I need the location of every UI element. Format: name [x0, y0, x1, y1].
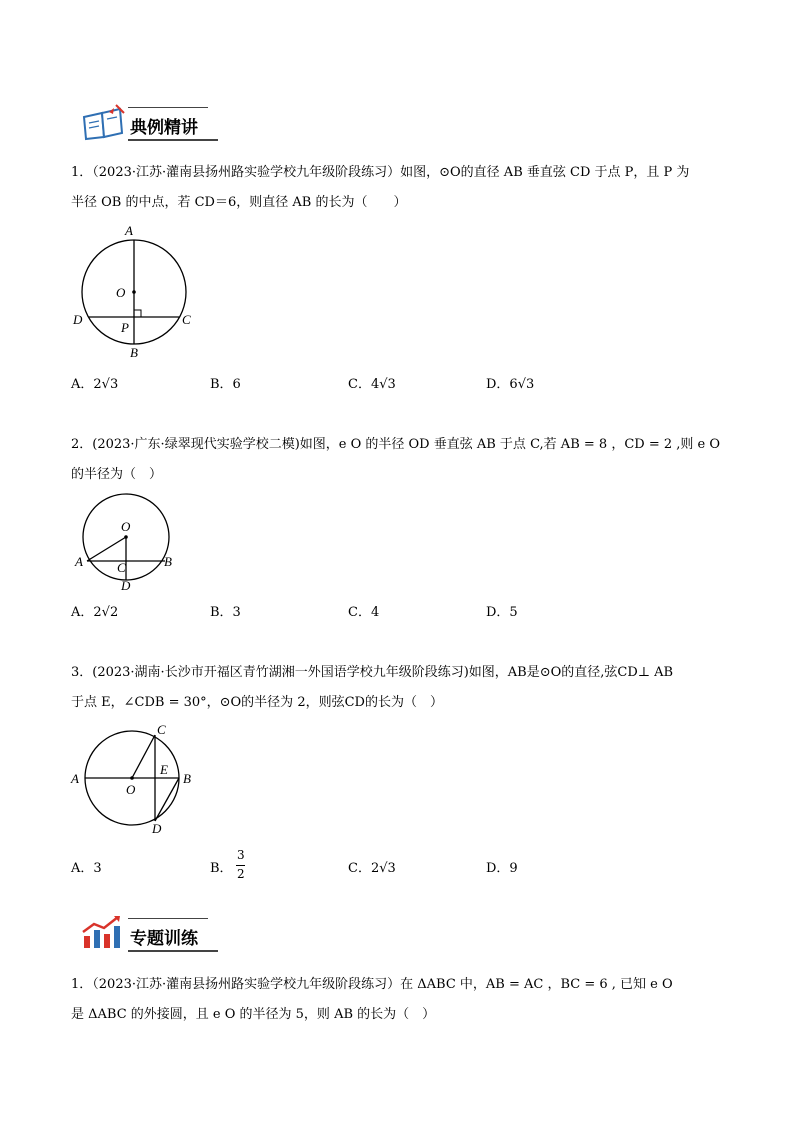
q1-option-b[interactable]: B．6 [210, 377, 241, 392]
q2-option-a[interactable]: A．2√2 [71, 605, 119, 620]
section-underline [128, 139, 218, 141]
q3-label-A: A [71, 771, 79, 786]
q1-label-A: A [125, 223, 133, 238]
q2-label-B: B [164, 554, 172, 569]
q3-fraction-den: 2 [237, 867, 245, 881]
q2-label-C: C [117, 560, 126, 575]
q3-label-C: C [157, 722, 166, 737]
q2-option-c[interactable]: C．4 [348, 605, 380, 620]
q3-label-B: B [183, 771, 191, 786]
book-icon [80, 103, 130, 141]
q2-label-O: O [121, 519, 131, 534]
q3-line1: 3．(2023·湖南·长沙市开福区青竹湖湘一外国语学校九年级阶段练习)如图，AB是⊙O的直径,弦CD⊥ AB [71, 665, 674, 680]
q3-fraction-bar [236, 865, 245, 866]
chart-icon [80, 914, 126, 950]
q1-line2: 半径 OB 的中点，若 CD＝6，则直径 AB 的长为（ ） [71, 195, 407, 210]
section-title-training: 专题训练 [130, 929, 198, 949]
section-overline [128, 107, 208, 108]
q1-label-O: O [116, 285, 126, 300]
q3-fraction-num: 3 [237, 848, 245, 862]
t1-line1: 1．（2023·江苏·灌南县扬州路实验学校九年级阶段练习）在 ΔABC 中，AB = AC ，BC = 6 , 已知 e O [71, 977, 673, 992]
q2-label-D: D [121, 578, 131, 592]
q3-option-c[interactable]: C．2√3 [348, 861, 396, 876]
section-header-examples [80, 103, 220, 143]
q2-line1: 2．(2023·广东·绿翠现代实验学校二模)如图，e O 的半径 OD 垂直弦 AB 于点 C,若 AB = 8 ，CD = 2 ,则 e O [71, 437, 720, 452]
q1-figure [68, 220, 198, 365]
q3-label-D: D [152, 821, 162, 836]
q3-label-O: O [126, 782, 136, 797]
q1-label-D: D [73, 312, 83, 327]
q2-label-A: A [75, 554, 83, 569]
q1-label-P: P [121, 320, 129, 335]
q2-option-b[interactable]: B．3 [210, 605, 241, 620]
q3-option-a[interactable]: A．3 [71, 861, 102, 876]
section-title-examples: 典例精讲 [130, 118, 198, 138]
q3-label-E: E [160, 762, 168, 777]
q3-line2: 于点 E，∠CDB = 30°，⊙O的半径为 2，则弦CD的长为（ ） [71, 695, 443, 710]
q2-line2: 的半径为（ ） [71, 467, 163, 482]
q3-option-b-wrap[interactable] [210, 848, 270, 884]
section-header-training [80, 914, 220, 954]
q1-option-d[interactable]: D．6√3 [486, 377, 535, 392]
q1-label-C: C [182, 312, 191, 327]
q1-label-B: B [130, 345, 138, 360]
q1-option-a[interactable]: A．2√3 [71, 377, 119, 392]
q3-option-d[interactable]: D．9 [486, 861, 518, 876]
section-underline-2 [128, 950, 218, 952]
section-overline-2 [128, 918, 208, 919]
q2-option-d[interactable]: D．5 [486, 605, 518, 620]
q2-figure [72, 492, 182, 592]
q1-option-c[interactable]: C．4√3 [348, 377, 396, 392]
q3-figure [68, 722, 198, 840]
t1-line2: 是 ΔABC 的外接圆，且 e O 的半径为 5，则 AB 的长为（ ） [71, 1007, 436, 1022]
q3-option-b: B． [210, 861, 233, 876]
q1-line1: 1．（2023·江苏·灌南县扬州路实验学校九年级阶段练习）如图，⊙O的直径 AB 垂直弦 CD 于点 P，且 P 为 [71, 165, 690, 180]
